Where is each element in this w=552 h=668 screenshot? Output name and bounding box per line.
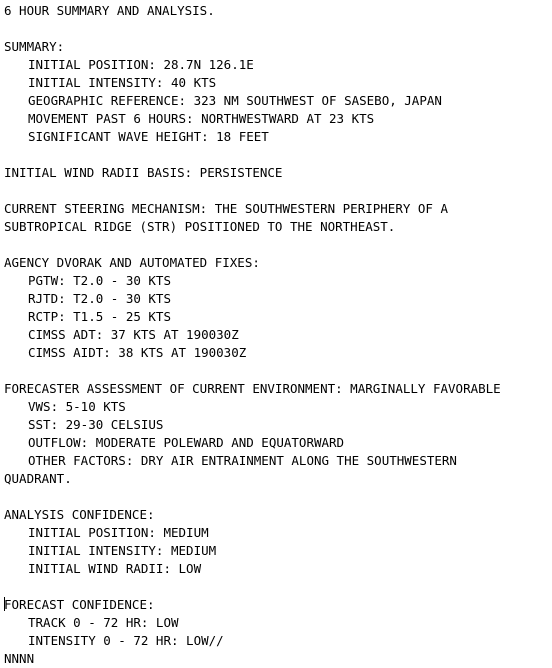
bulletin-title: 6 HOUR SUMMARY AND ANALYSIS. bbox=[4, 3, 215, 18]
spacer bbox=[4, 182, 552, 200]
initial-position: INITIAL POSITION: 28.7N 126.1E bbox=[28, 57, 254, 72]
forecast-track: TRACK 0 - 72 HR: LOW bbox=[28, 615, 179, 630]
env-vws: VWS: 5-10 KTS bbox=[28, 399, 126, 414]
env-other-factors: OTHER FACTORS: DRY AIR ENTRAINMENT ALONG THE SOUTHWESTERN bbox=[28, 453, 457, 468]
env-other-factors-continued: QUADRANT. bbox=[4, 471, 72, 486]
spacer bbox=[4, 488, 552, 506]
geographic-reference: GEOGRAPHIC REFERENCE: 323 NM SOUTHWEST OF SASEBO, JAPAN bbox=[28, 93, 442, 108]
movement-past-6-hours: MOVEMENT PAST 6 HOURS: NORTHWESTWARD AT 23 KTS bbox=[28, 111, 375, 126]
forecast-confidence-heading: FORECAST CONFIDENCE: bbox=[4, 597, 155, 612]
confidence-initial-wind-radii: INITIAL WIND RADII: LOW bbox=[28, 561, 202, 576]
forecast-confidence-line[interactable] bbox=[4, 596, 552, 614]
wind-radii-basis: INITIAL WIND RADII BASIS: PERSISTENCE bbox=[4, 165, 283, 180]
steering-mechanism-line-1: CURRENT STEERING MECHANISM: THE SOUTHWESTERN PERIPHERY OF A bbox=[4, 201, 449, 216]
spacer bbox=[4, 20, 552, 38]
fix-pgtw: PGTW: T2.0 - 30 KTS bbox=[28, 273, 171, 288]
fix-rctp: RCTP: T1.5 - 25 KTS bbox=[28, 309, 171, 324]
env-outflow: OUTFLOW: MODERATE POLEWARD AND EQUATORWARD bbox=[28, 435, 345, 450]
fix-cimss-adt: CIMSS ADT: 37 KTS AT 190030Z bbox=[28, 327, 239, 342]
fixes-heading: AGENCY DVORAK AND AUTOMATED FIXES: bbox=[4, 255, 260, 270]
confidence-initial-position: INITIAL POSITION: MEDIUM bbox=[28, 525, 209, 540]
forecast-intensity: INTENSITY 0 - 72 HR: LOW// bbox=[28, 633, 224, 648]
spacer bbox=[4, 236, 552, 254]
spacer bbox=[4, 146, 552, 164]
fix-cimss-aidt: CIMSS AIDT: 38 KTS AT 190030Z bbox=[28, 345, 247, 360]
env-sst: SST: 29-30 CELSIUS bbox=[28, 417, 164, 432]
spacer bbox=[4, 578, 552, 596]
spacer bbox=[4, 362, 552, 380]
fix-rjtd: RJTD: T2.0 - 30 KTS bbox=[28, 291, 171, 306]
initial-intensity: INITIAL INTENSITY: 40 KTS bbox=[28, 75, 217, 90]
analysis-confidence-heading: ANALYSIS CONFIDENCE: bbox=[4, 507, 155, 522]
significant-wave-height: SIGNIFICANT WAVE HEIGHT: 18 FEET bbox=[28, 129, 269, 144]
environment-heading: FORECASTER ASSESSMENT OF CURRENT ENVIRONMENT: MARGINALLY FAVORABLE bbox=[4, 381, 501, 396]
confidence-initial-intensity: INITIAL INTENSITY: MEDIUM bbox=[28, 543, 217, 558]
end-marker: NNNN bbox=[4, 651, 35, 666]
steering-mechanism-line-2: SUBTROPICAL RIDGE (STR) POSITIONED TO THE NORTHEAST. bbox=[4, 219, 396, 234]
summary-heading: SUMMARY: bbox=[4, 39, 65, 54]
